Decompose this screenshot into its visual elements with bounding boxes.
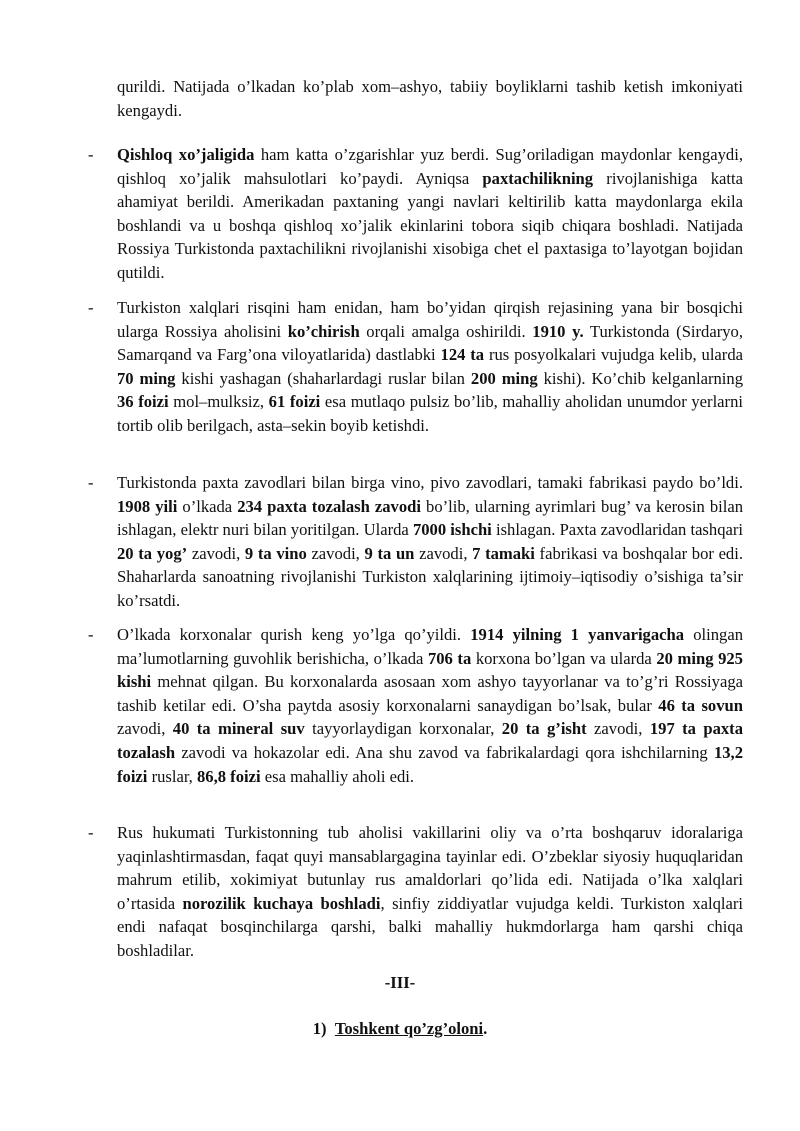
body-text: zavodi, bbox=[306, 543, 365, 563]
body-text: tayyorlaydigan korxonalar, bbox=[304, 719, 502, 739]
bold-text: norozilik kuchaya boshladi bbox=[182, 893, 381, 913]
body-text: fabrikasi va boshqalar bor edi. Shaharlarda sanoatning rivojlanishi Turkiston xalqlarining ijtimoiy–iqtisodiy o’sishiga ta’sir ko’rsatdi. bbox=[117, 543, 743, 610]
subtitle-text: Toshkent qo’zg’oloni bbox=[334, 1019, 484, 1038]
subtitle-period: . bbox=[483, 1019, 488, 1038]
body-text: bo’lib, ularning ayrimlari bug’ va kerosin bilan ishlagan, elektr nuri bilan yoritilgan. Ularda bbox=[117, 496, 743, 540]
bullet-dash: - bbox=[88, 145, 94, 164]
paragraph-enterprises bbox=[117, 623, 743, 788]
body-text: ham katta o’zgarishlar yuz berdi. Sug’oriladigan maydonlar kengaydi, qishloq xo’jalik mahsulotlari ko’paydi. Ayniqsa bbox=[117, 145, 743, 188]
bold-text: 1910 y. bbox=[532, 321, 584, 341]
paragraph-government bbox=[117, 821, 743, 963]
intro-paragraph: qurildi. Natijada o’lkadan ko’plab xom–ashyo, tabiiy boyliklarni tashib ketish imkoniyati kengaydi. bbox=[117, 77, 743, 120]
body-text: Turkistonda (Sirdaryo, Samarqand va Farg’ona viloyatlarida) dastlabki bbox=[117, 321, 743, 365]
bold-text: 13,2 foizi bbox=[117, 742, 743, 786]
bold-text: 124 ta bbox=[440, 345, 485, 365]
bold-text: 9 ta vino bbox=[244, 543, 307, 563]
section-subtitle bbox=[0, 1017, 800, 1041]
body-text: zavodi va hokazolar edi. Ana shu zavod va fabrikalardagi qora ishchilarning bbox=[175, 742, 714, 762]
bold-text: 40 ta mineral suv bbox=[172, 719, 305, 739]
body-text: mol–mulksiz, bbox=[168, 392, 269, 412]
body-text: rus posyolkalari vujudga kelib, ularda bbox=[484, 345, 743, 365]
body-text: ishlagan. Paxta zavodlaridan tashqari bbox=[491, 520, 743, 540]
body-text: zavodi, bbox=[414, 543, 473, 563]
body-text: zavodi, bbox=[187, 543, 245, 563]
bullet-dash: - bbox=[88, 823, 94, 842]
bullet-dash: - bbox=[88, 298, 94, 317]
bold-text: 1908 yili bbox=[117, 496, 178, 516]
bold-text: 86,8 foizi bbox=[196, 766, 261, 786]
bold-text: 7 tamaki bbox=[472, 543, 535, 563]
bold-text: 9 ta un bbox=[364, 543, 415, 563]
paragraph-agriculture bbox=[117, 143, 743, 285]
body-text: esa mutlaqo pulsiz bo’lib, mahalliy aholidan unumdor yerlarni tortib olib berilgach, asta–sekin boyib ketishdi. bbox=[117, 392, 743, 435]
section-numeral: -III- bbox=[384, 973, 416, 992]
bold-text: 46 ta sovun bbox=[658, 695, 743, 715]
bold-text: 70 ming bbox=[117, 368, 176, 388]
bold-text: 61 foizi bbox=[268, 392, 321, 412]
body-text: korxona bo’lgan va ularda bbox=[471, 648, 657, 668]
body-text: olingan ma’lumotlarning guvohlik berishicha, o’lkada bbox=[117, 625, 744, 668]
body-text: kishi yashagan (shaharlardagi ruslar bilan bbox=[175, 368, 471, 388]
bold-text: 36 foizi bbox=[117, 392, 169, 412]
body-text: Turkistonda paxta zavodlari bilan birga vino, pivo zavodlari, tamaki fabrikasi paydo bo’ldi. bbox=[117, 473, 743, 492]
bold-text: 234 paxta tozalash zavodi bbox=[237, 496, 421, 516]
bold-text: 20 ta g’isht bbox=[501, 719, 587, 739]
bold-text: 197 ta paxta tozalash bbox=[117, 719, 744, 762]
bold-text: 1914 yilning 1 yanvarigacha bbox=[470, 625, 685, 644]
body-text: kishi). Ko’chib kelganlarning bbox=[537, 368, 743, 388]
paragraph-factories bbox=[117, 471, 743, 613]
bold-text: 706 ta bbox=[427, 648, 472, 668]
body-text: rivojlanishiga katta ahamiyat berildi. Amerikadan paxtaning yangi navlari keltirilib katta maydonlarga ekila boshlandi va u boshqa qishloq xo’jalik ekinlarini tobora siqib chiqara boshladi. Natijada Rossiya Turkistonda paxtachilikni rivojlanishi xisobiga chet el paxtasiga to’layotgan bojidan qutildi. bbox=[117, 168, 743, 282]
body-text: orqali amalga oshirildi. bbox=[359, 321, 533, 341]
body-text: mehnat qilgan. Bu korxonalarda asosaan xom ashyo tayyorlanar va to’g’ri Rossiyaga tashib ketilar edi. O’sha paytda asosiy korxonalarni sanaydigan bo’lsak, bular bbox=[117, 672, 743, 715]
body-text: Turkiston xalqlari risqini ham enidan, ham bo’yidan qirqish rejasining yana bir bosqichi ularga Rossiya aholisini bbox=[117, 298, 743, 341]
bold-text: 200 ming bbox=[470, 368, 538, 388]
bold-text: 7000 ishchi bbox=[412, 520, 492, 540]
body-text: o’lkada bbox=[177, 496, 238, 516]
bold-text: 20 ta yog’ bbox=[117, 543, 188, 563]
body-text: ruslar, bbox=[147, 766, 197, 786]
bold-text: 20 ming 925 kishi bbox=[117, 648, 743, 692]
paragraph-resettlement bbox=[117, 296, 743, 438]
bold-text: paxtachilikning bbox=[482, 168, 594, 188]
body-text: , sinfiy ziddiyatlar vujudga keldi. Turkiston xalqlari endi nafaqat bosqinchilarga qarshi, balki mahalliy hukmdorlarga ham qarshi chiqa boshladilar. bbox=[117, 893, 744, 960]
bullet-dash: - bbox=[88, 473, 94, 492]
body-text: Rus hukumati Turkistonning tub aholisi vakillarini oliy va o’rta boshqaruv idoralariga yaqinlashtirmasdan, faqat quyi mansablargagina tayinlar edi. O’zbeklar siyosiy huquqlaridan mahrum etilib, xokimiyat butunlay rus amaldorlari qo’lida edi. Natijada o’lka xalqlari o’rtasida bbox=[117, 823, 743, 913]
body-text: esa mahalliy aholi edi. bbox=[260, 766, 415, 786]
body-text: O’lkada korxonalar qurish keng yo’lga qo’yildi. bbox=[117, 625, 471, 644]
bold-text: Qishloq xo’jaligida bbox=[117, 145, 255, 164]
subtitle-number: 1) bbox=[312, 1019, 327, 1038]
bold-text: ko’chirish bbox=[287, 321, 360, 341]
body-text: zavodi, bbox=[117, 719, 173, 739]
body-text: zavodi, bbox=[586, 719, 650, 739]
bullet-dash: - bbox=[88, 625, 94, 644]
